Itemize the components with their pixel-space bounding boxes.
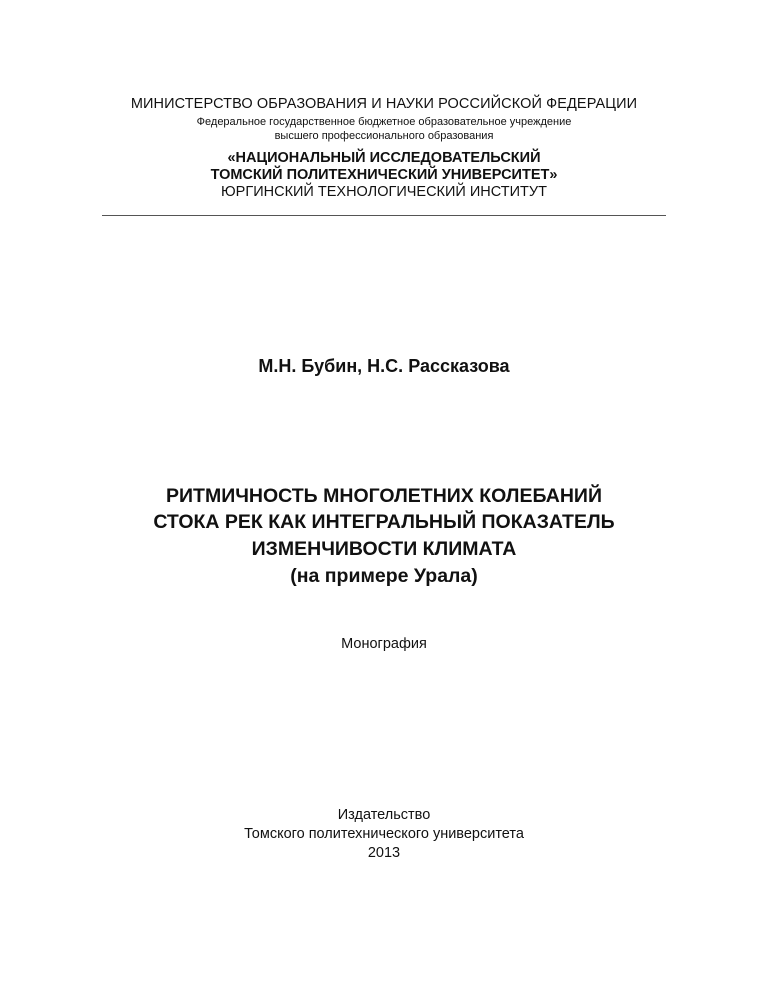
header-divider [102, 215, 666, 216]
authors: М.Н. Бубин, Н.С. Рассказова [258, 356, 510, 376]
title-line-1: РИТМИЧНОСТЬ МНОГОЛЕТНИХ КОЛЕБАНИЙ [166, 485, 602, 507]
publisher-line-2: Томского политехнического университета [244, 826, 524, 842]
genre-label: Монография [341, 636, 427, 652]
publisher-line-1: Издательство [337, 807, 431, 823]
subtitle: (на примере Урала) [290, 565, 478, 587]
institute-name: ЮРГИНСКИЙ ТЕХНОЛОГИЧЕСКИЙ ИНСТИТУТ [221, 184, 547, 200]
title-line-3: ИЗМЕНЧИВОСТИ КЛИМАТА [251, 538, 517, 560]
education-level: высшего профессионального образования [274, 130, 494, 142]
publication-year: 2013 [367, 845, 401, 861]
title-line-2: СТОКА РЕК КАК ИНТЕГРАЛЬНЫЙ ПОКАЗАТЕЛЬ [153, 511, 615, 533]
university-name-line-2: ТОМСКИЙ ПОЛИТЕХНИЧЕСКИЙ УНИВЕРСИТЕТ» [210, 167, 558, 183]
university-name-line-1: «НАЦИОНАЛЬНЫЙ ИССЛЕДОВАТЕЛЬСКИЙ [227, 150, 541, 166]
ministry-name: МИНИСТЕРСТВО ОБРАЗОВАНИЯ И НАУКИ РОССИЙСКОЙ ФЕДЕРАЦИИ [130, 96, 638, 112]
institution-type: Федеральное государственное бюджетное образовательное учреждение [196, 116, 572, 128]
